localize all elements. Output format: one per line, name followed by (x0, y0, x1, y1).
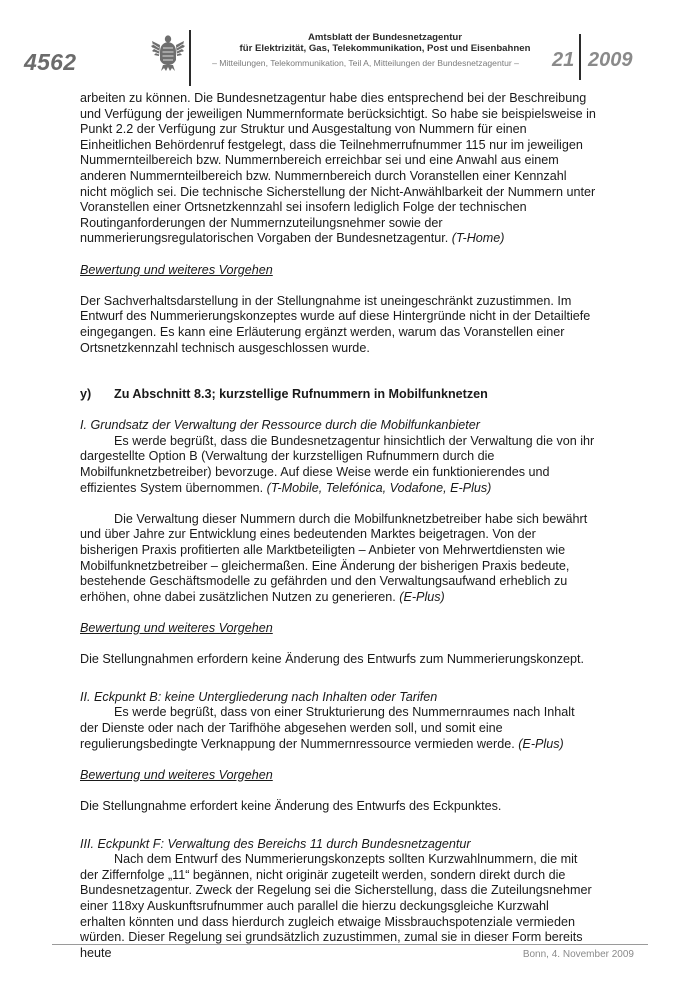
page-number: 4562 (24, 49, 77, 75)
footer-place-date: Bonn, 4. November 2009 (522, 949, 634, 960)
page-body (80, 91, 596, 961)
federal-eagle-icon (150, 32, 186, 72)
source-citation: (E-Plus) (518, 736, 564, 751)
gazette-subtitle-sectors: für Elektrizität, Gas, Telekommunikation, Post und Eisenbahnen (239, 43, 531, 54)
paragraph: Die Stellungnahme erfordert keine Änderung des Entwurfs des Eckpunktes. (80, 798, 502, 813)
page-header (0, 0, 700, 90)
issue-number: 21 (552, 49, 575, 71)
header-divider-right (579, 34, 581, 80)
subheading-bewertung: Bewertung und weiteres Vorgehen (80, 621, 273, 635)
section-heading (80, 387, 596, 403)
subheading-I: I. Grundsatz der Verwaltung der Ressource durch die Mobilfunkanbieter (80, 418, 480, 433)
section-subtitle: – Mitteilungen, Telekommunikation, Teil A, Mitteilungen der Bundesnetzagentur – (212, 58, 519, 68)
source-citation: (T-Mobile, Telefónica, Vodafone, E-Plus) (266, 480, 492, 495)
paragraph (80, 91, 596, 247)
paragraph-text: Es werde begrüßt, dass die Bundesnetzagentur hinsichtlich der Verwaltung die von ihr dargestellte Option B (Verwaltung der kurzstelligen Rufnummern durch die Mobilfunknetzbetreiber) bevorzuge. Auf diese Weise werde ein funktionierendes und effizientes System übernommen. (80, 433, 595, 495)
subheading-III: III. Eckpunkt F: Verwaltung des Bereichs 11 durch Bundesnetzagentur (80, 836, 471, 851)
paragraph-text: arbeiten zu können. Die Bundesnetzagentur habe dies entsprechend bei der Beschreibung und Verfügung der jeweiligen Nummernformate berücksichtigt. So habe sie beispielsweise in Punkt 2.2 der Verfügung zur Struktur und Ausgestaltung von Nummern für einen Einheitlichen Behördenruf festgelegt, dass die Teilnehmerrufnummer 115 nur im jeweiligen Nummernteilbereich bzw. Nummernbereich erreichbar sei und eine Anwahl aus einem anderen Nummernteilbereich bzw. Nummernbereich durch Voranstellen einer Kennzahl nicht möglich sei. Die technische Sicherstellung der Nicht-Anwählbarkeit der Nummern unter Voranstellen einer Ortsnetzkennzahl sei insofern lediglich Folge der technischen Routinganforderungen der Nummernzuteilungsnehmer sowie der nummerierungsregulatorischen Vorgaben der Bundesnetzagentur. (80, 91, 596, 246)
gazette-title: Amtsblatt der Bundesnetzagentur (307, 32, 463, 43)
issue-year: 2009 (588, 49, 633, 71)
paragraph (80, 434, 596, 496)
paragraph-text: Die Verwaltung dieser Nummern durch die Mobilfunknetzbetreiber habe sich bewährt und über Jahre zur Entwicklung eines bedeutenden Marktes beigetragen. Von der bisherigen Praxis profitierten alle Marktbeteiligten – Anbieter von Mehrwertdiensten wie Mobilfunknetzbetreiber – gleichermaßen. Eine Änderung der bisherigen Praxis bedeute, bestehende Geschäftsmodelle zu gefährden und den Verwaltungsaufwand erheblich zu erhöhen, ohne dabei zusätzlichen Nutzen zu generieren. (80, 511, 588, 604)
subheading-II: II. Eckpunkt B: keine Untergliederung nach Inhalten oder Tarifen (80, 689, 438, 704)
footer-divider (52, 944, 648, 945)
subheading-bewertung: Bewertung und weiteres Vorgehen (80, 767, 273, 782)
paragraph (80, 512, 596, 606)
subheading-bewertung: Bewertung und weiteres Vorgehen (80, 262, 273, 277)
source-citation: (T-Home) (451, 231, 505, 246)
paragraph (80, 705, 596, 752)
paragraph-text: Es werde begrüßt, dass von einer Strukturierung des Nummernraumes nach Inhalt der Dienste oder nach der Tarifhöhe abgesehen werden soll, und somit eine regulierungsbedingte Verknappung der Nummernressource vermieden werde. (80, 705, 575, 751)
section-title: Zu Abschnitt 8.3; kurzstellige Rufnummern in Mobilfunknetzen (114, 387, 488, 402)
paragraph: Der Sachverhaltsdarstellung in der Stellungnahme ist uneingeschränkt zuzustimmen. Im Entwurf des Nummerierungskonzeptes wurde auf diese Hintergründe nicht in der Detailtiefe eingegangen. Es kann eine Erläuterung ergänzt werden, warum das Voranstellen einer Ortsnetzkennzahl technisch ausgeschlossen wurde. (80, 293, 591, 355)
paragraph: Nach dem Entwurf des Nummerierungskonzepts sollten Kurzwahlnummern, die mit der Ziffernfolge „11“ begännen, nicht originär zugeteilt werden, sondern direkt durch die Bundesnetzagentur. Zweck der Regelung sei die Sicherstellung, dass die Zuteilungsnehmer einer 118xy Auskunftsrufnummer auch parallel die hierzu deckungsgleiche Kurzwahl erhalten könnten und dass hierdurch zugleich etwaige Missbrauchspotenziale vermieden würden. Dieser Regelung sei grundsätzlich zuzustimmen, zumal sie in dieser Form bereits heute (80, 852, 592, 960)
section-letter: y) (80, 387, 92, 402)
paragraph: Die Stellungnahmen erfordern keine Änderung des Entwurfs zum Nummerierungskonzept. (80, 652, 585, 667)
source-citation: (E-Plus) (399, 589, 445, 604)
